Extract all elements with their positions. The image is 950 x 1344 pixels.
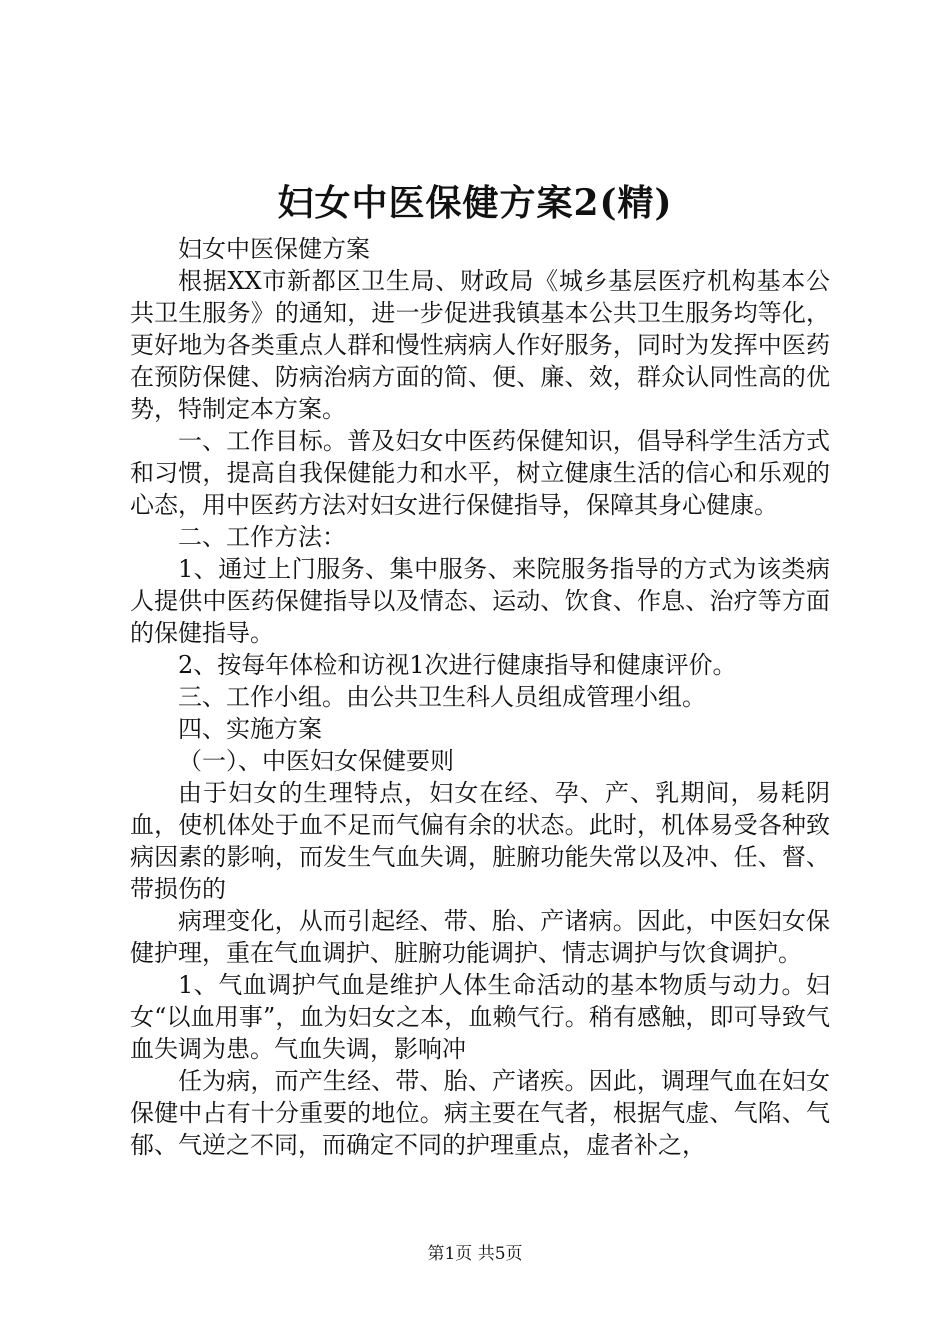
- document-body: [130, 233, 830, 1161]
- paragraph: 由于妇女的生理特点，妇女在经、孕、产、乳期间，易耗阴血，使机体处于血不足而气偏有余的状态。此时，机体易受各种致病因素的影响，而发生气血失调，脏腑功能失常以及冲、任、督、带损伤的: [130, 779, 830, 903]
- paragraph: （一）、中医妇女保健要则: [178, 747, 454, 775]
- paragraph: 2、按每年体检和访视1次进行健康指导和健康评价。: [178, 651, 737, 679]
- paragraph: 三、工作小组。由公共卫生科人员组成管理小组。: [178, 683, 706, 711]
- paragraph: 任为病，而产生经、带、胎、产诸疾。因此，调理气血在妇女保健中占有十分重要的地位。病主要在气者，根据气虚、气陷、气郁、气逆之不同，而确定不同的护理重点，虚者补之，: [130, 1067, 830, 1159]
- paragraph: 四、实施方案: [178, 715, 322, 743]
- paragraph: 1、通过上门服务、集中服务、来院服务指导的方式为该类病人提供中医药保健指导以及情态、运动、饮食、作息、治疗等方面的保健指导。: [130, 555, 830, 647]
- paragraph: 病理变化，从而引起经、带、胎、产诸病。因此，中医妇女保健护理，重在气血调护、脏腑功能调护、情志调护与饮食调护。: [130, 907, 830, 967]
- paragraph: 根据XX市新都区卫生局、财政局《城乡基层医疗机构基本公共卫生服务》的通知，进一步促进我镇基本公共卫生服务均等化，更好地为各类重点人群和慢性病病人作好服务，同时为发挥中医药在预防保健、防病治病方面的简、便、廉、效，群众认同性高的优势，特制定本方案。: [130, 267, 830, 423]
- page-number-footer: 第1页 共5页: [427, 1244, 523, 1264]
- paragraph: 1、气血调护气血是维护人体生命活动的基本物质与动力。妇女“以血用事”，血为妇女之本，血赖气行。稍有感触，即可导致气血失调为患。气血失调，影响冲: [130, 971, 830, 1063]
- paragraph: 一、工作目标。普及妇女中医药保健知识，倡导科学生活方式和习惯，提高自我保健能力和水平，树立健康生活的信心和乐观的心态，用中医药方法对妇女进行保健指导，保障其身心健康。: [130, 427, 830, 519]
- document-title: 妇女中医保健方案2(精): [277, 182, 673, 224]
- paragraph: 妇女中医保健方案: [178, 235, 370, 263]
- paragraph: 二、工作方法：: [178, 523, 346, 551]
